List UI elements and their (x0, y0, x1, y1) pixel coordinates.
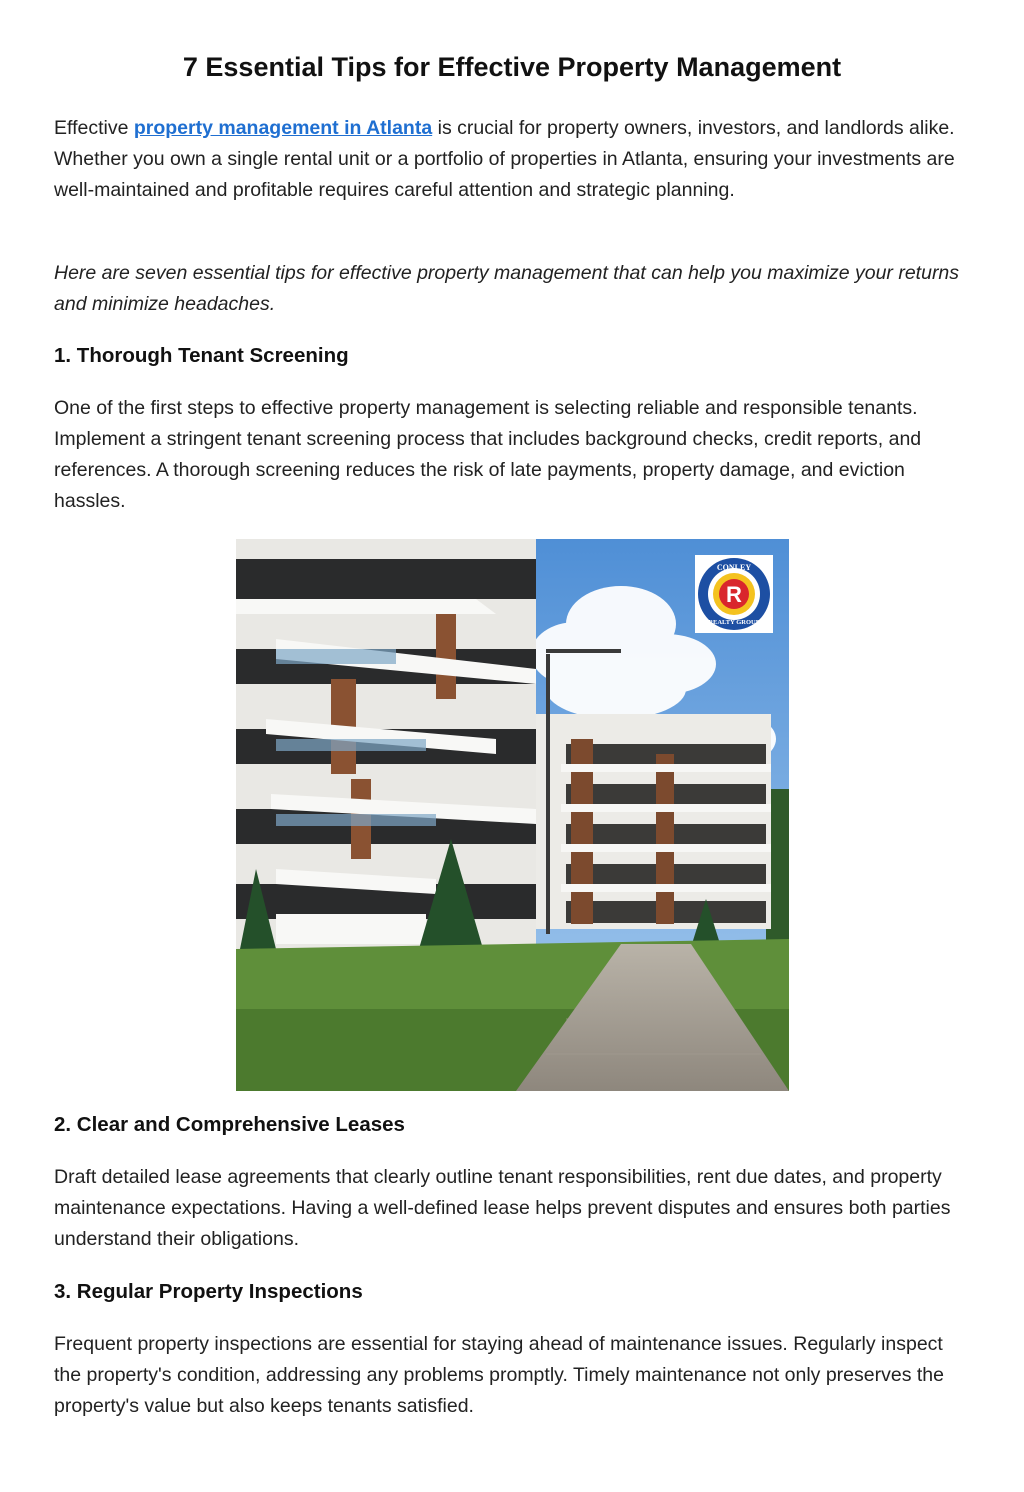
page-title: 7 Essential Tips for Effective Property Management (182, 52, 842, 82)
property-management-link[interactable]: property management in Atlanta (133, 117, 433, 139)
apartment-buildings-photo (236, 539, 789, 1091)
logo-text-bottom: REALTY GROUP (708, 619, 760, 626)
section-body-3: Frequent property inspections are essential for staying ahead of maintenance issues. Regularly inspect the property's condition, addressing any problems promptly. Timely maintenance not only preserves the property's value but also keeps tenants satisfied. (54, 1333, 944, 1417)
logo-letter: R (726, 582, 742, 607)
section-heading-1: 1. Thorough Tenant Screening (54, 344, 349, 367)
section-body-1: One of the first steps to effective property management is selecting reliable and responsible tenants. Implement a stringent tenant screening process that includes background checks, credit reports, and references. A thorough screening reduces the risk of late payments, property damage, and eviction hassles. (54, 397, 922, 512)
conley-realty-group-logo (695, 555, 773, 633)
intro-text-start: Effective (54, 117, 134, 139)
section-heading-2: 2. Clear and Comprehensive Leases (54, 1113, 405, 1136)
section-heading-3: 3. Regular Property Inspections (54, 1280, 363, 1303)
lead-paragraph: Here are seven essential tips for effective property management that can help you maximize your returns and minimize headaches. (54, 262, 960, 315)
intro-paragraph (54, 113, 974, 206)
logo-text-top: CONLEY (716, 563, 752, 572)
section-body-2: Draft detailed lease agreements that clearly outline tenant responsibilities, rent due dates, and property maintenance expectations. Having a well-defined lease helps prevent disputes and ensures both parties understand their obligations. (54, 1166, 951, 1250)
intro-text-end: is crucial for property owners, investors, and landlords alike. Whether you own a single rental unit or a portfolio of properties in Atlanta, ensuring your investments are well-maintained and profitable requires careful attention and strategic planning. (54, 117, 955, 201)
